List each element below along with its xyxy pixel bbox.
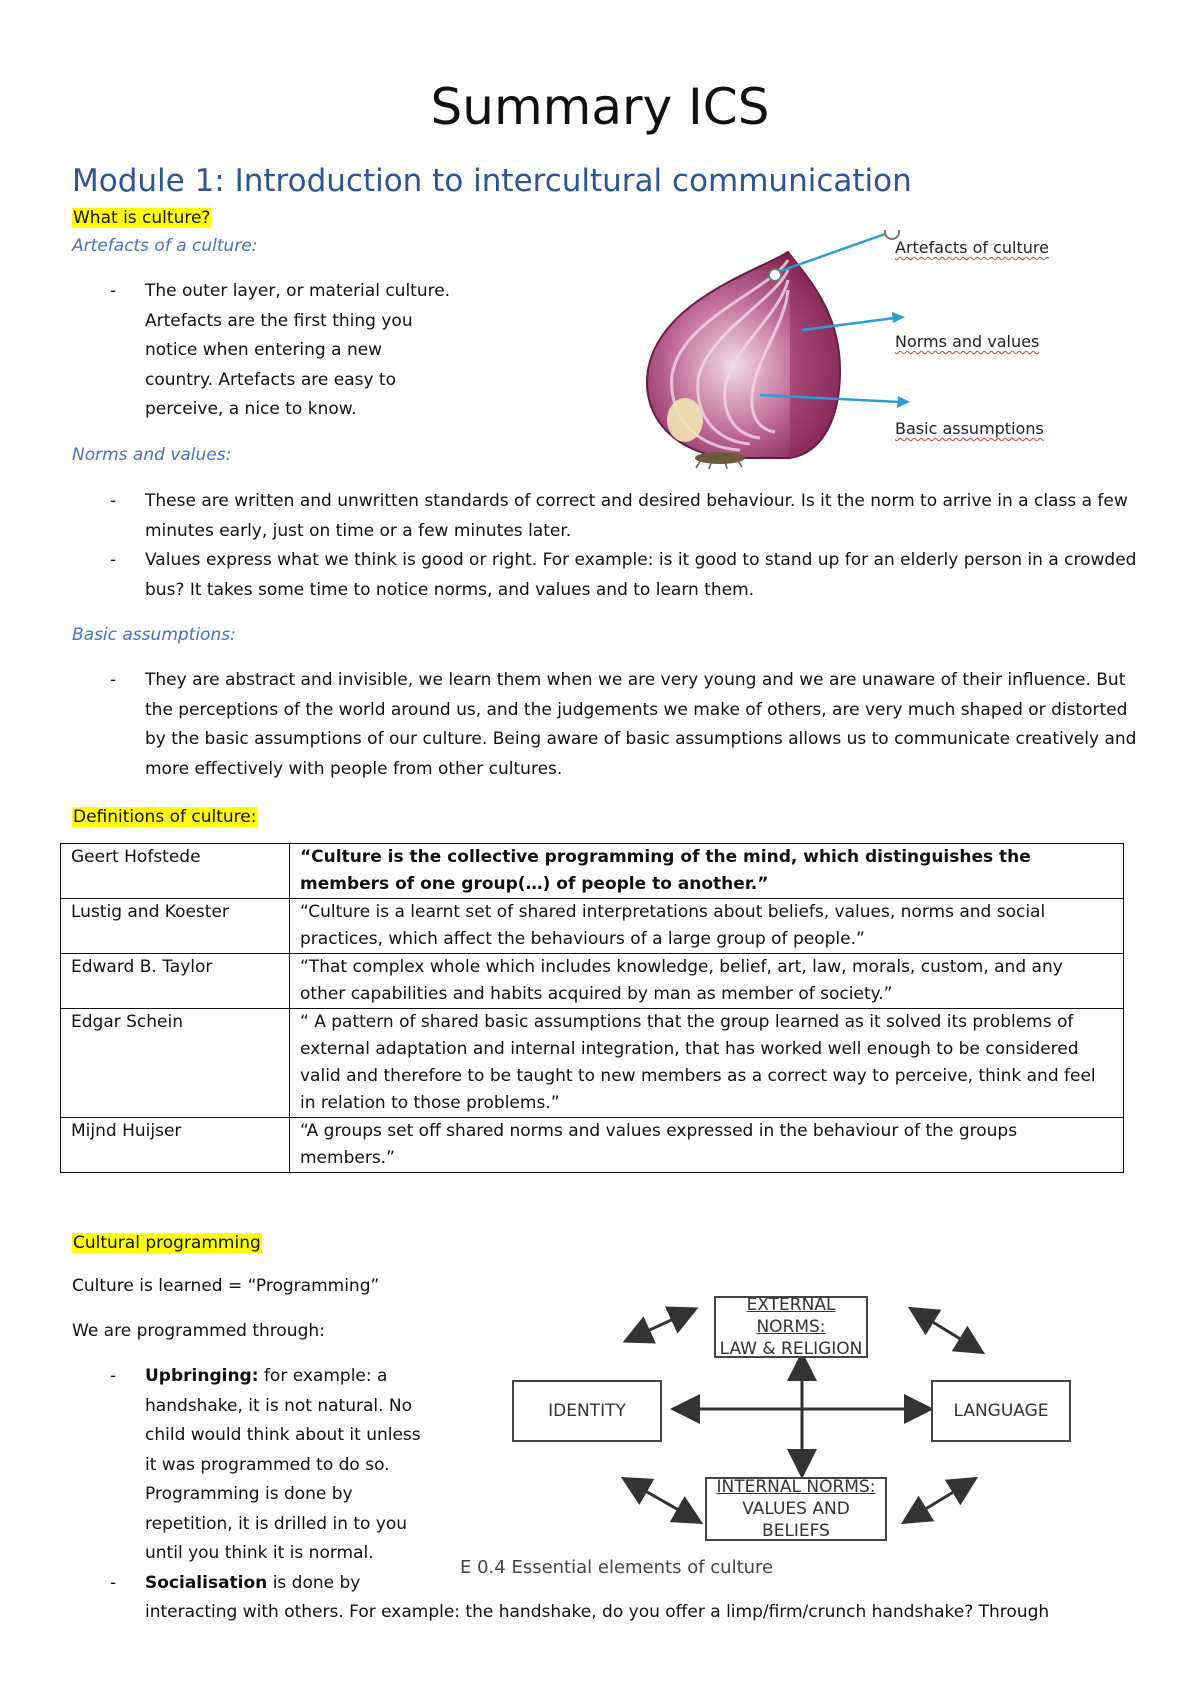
box-external-line-2: LAW & RELIGION [719, 1339, 863, 1359]
arrow-internal-identity [626, 1480, 698, 1521]
arrow-internal-language [906, 1480, 973, 1521]
bullet-list [72, 666, 1142, 784]
term-socialisation: Socialisation [145, 1572, 268, 1593]
artefacts-bullet [72, 277, 512, 425]
subheading-assumptions: Basic assumptions: [72, 625, 236, 645]
arrow-external-identity [628, 1310, 693, 1340]
table-row [61, 1009, 1124, 1118]
table-cell-definition: “That complex whole which includes knowledge, belief, art, law, morals, custom, and any other capabilities and habits acquired by man as member of society.” [290, 954, 1124, 1009]
socialisation-line-1: is done by [272, 1572, 361, 1593]
upbringing-line-6: repetition, it is drilled in to you [145, 1513, 408, 1534]
box-identity-label: IDENTITY [548, 1401, 626, 1421]
list-item [72, 277, 512, 425]
upbringing-line-7: until you think it is normal. [145, 1543, 374, 1563]
onion-marker [769, 269, 781, 281]
upbringing-line-2: handshake, it is not natural. No [145, 1395, 413, 1416]
upbringing-line-3: child would think about it unless [145, 1425, 421, 1445]
section-heading-culture [72, 207, 211, 229]
section-heading-definitions [72, 806, 257, 828]
box-identity [512, 1380, 662, 1442]
table-cell-definition: “Culture is the collective programming of the mind, which distinguishes the members of one group(…) of people to another.” [290, 844, 1124, 899]
highlighted-heading: Cultural programming [73, 1233, 261, 1253]
box-internal-line-1: INTERNAL NORMS: [716, 1477, 876, 1497]
artefacts-line-5: perceive, a nice to know. [145, 399, 357, 419]
artefacts-line-2: Artefacts are the first thing you [145, 310, 413, 331]
table-cell-name: Edward B. Taylor [61, 954, 290, 1009]
onion-label-artefacts: Artefacts of culture [895, 238, 1049, 257]
box-external-line-1: EXTERNAL NORMS: [746, 1295, 836, 1337]
bullet-list [72, 277, 512, 425]
table-row [61, 954, 1124, 1009]
term-upbringing: Upbringing: [145, 1366, 259, 1386]
table-cell-name: Geert Hofstede [61, 844, 290, 899]
upbringing-line-5: Programming is done by [145, 1484, 353, 1504]
highlighted-heading: What is culture? [73, 208, 211, 228]
arrow-head [897, 396, 910, 408]
definitions-table [60, 843, 1124, 1173]
arrow-head [892, 312, 905, 323]
artefacts-line-4: country. Artefacts are easy to [145, 369, 396, 390]
artefacts-line-3: notice when entering a new [145, 340, 383, 360]
table-cell-name: Mijnd Huijser [61, 1118, 290, 1173]
subheading-artefacts: Artefacts of a culture: [72, 236, 258, 256]
list-item: - These are written and unwritten standards of correct and desired behaviour. Is it the norm to arrive in a class a few minutes early, just on time or a few minutes later. [72, 487, 1142, 546]
box-external-norms [714, 1296, 868, 1358]
elements-diagram [508, 1295, 1049, 1595]
document-title: Summary ICS [430, 78, 770, 136]
table-cell-name: Edgar Schein [61, 1009, 290, 1118]
programming-line-2: We are programmed through: [72, 1321, 325, 1341]
assumptions-bullets [72, 666, 1142, 784]
upbringing-line-4: it was programmed to do so. [145, 1454, 390, 1475]
onion-label-assumptions: Basic assumptions [895, 419, 1044, 438]
box-language-label: LANGUAGE [953, 1401, 1049, 1421]
programming-line-1: Culture is learned = “Programming” [72, 1276, 380, 1296]
box-internal-line-2: VALUES AND BELIEFS [742, 1499, 850, 1541]
table-cell-name: Lustig and Koester [61, 899, 290, 954]
box-internal-norms [705, 1477, 887, 1541]
highlighted-heading: Definitions of culture: [73, 807, 257, 827]
table-row [61, 899, 1124, 954]
table-cell-definition: “Culture is a learnt set of shared interpretations about beliefs, values, norms and social practices, which affect the behaviours of a large group of people.” [290, 899, 1124, 954]
box-language [931, 1380, 1071, 1442]
socialisation-line-2: interacting with others. For example: the handshake, do you offer a limp/firm/crunch handshake? Through [145, 1602, 1050, 1622]
list-item: - Values express what we think is good or right. For example: is it good to stand up for an elderly person in a crowded bus? It takes some time to notice norms, and values and to learn them. [72, 546, 1142, 605]
subheading-norms: Norms and values: [72, 445, 232, 465]
bullet-list [72, 487, 1142, 605]
onion-root [695, 452, 745, 464]
arrow-external-language [913, 1310, 980, 1351]
diagram-caption: E 0.4 Essential elements of culture [460, 1557, 774, 1578]
table-row [61, 1118, 1124, 1173]
onion-label-norms: Norms and values [895, 332, 1040, 351]
module-heading: Module 1: Introduction to intercultural communication [72, 163, 912, 199]
upbringing-line-1: for example: a [263, 1366, 388, 1386]
table-row [61, 844, 1124, 899]
list-item: - They are abstract and invisible, we learn them when we are very young and we are unaware of their influence. But the perceptions of the world around us, and the judgements we make of others, are very much shaped or distorted by the basic assumptions of our culture. Being aware of basic assumptions allows us to communicate creatively and more effectively with people from other cultures. [72, 666, 1142, 784]
table-cell-definition: “ A pattern of shared basic assumptions that the group learned as it solved its problems of external adaptation and internal integration, that has worked well enough to be considered valid and therefore to be taught to new members as a correct way to perceive, think and feel in relation to those problems.” [290, 1009, 1124, 1118]
norms-bullets [72, 487, 1142, 605]
artefacts-line-1: - The outer layer, or material culture. [145, 281, 451, 301]
table-cell-definition: “A groups set off shared norms and values expressed in the behaviour of the groups members.” [290, 1118, 1124, 1173]
section-heading-programming [72, 1232, 262, 1254]
onion-figure [640, 230, 1070, 470]
